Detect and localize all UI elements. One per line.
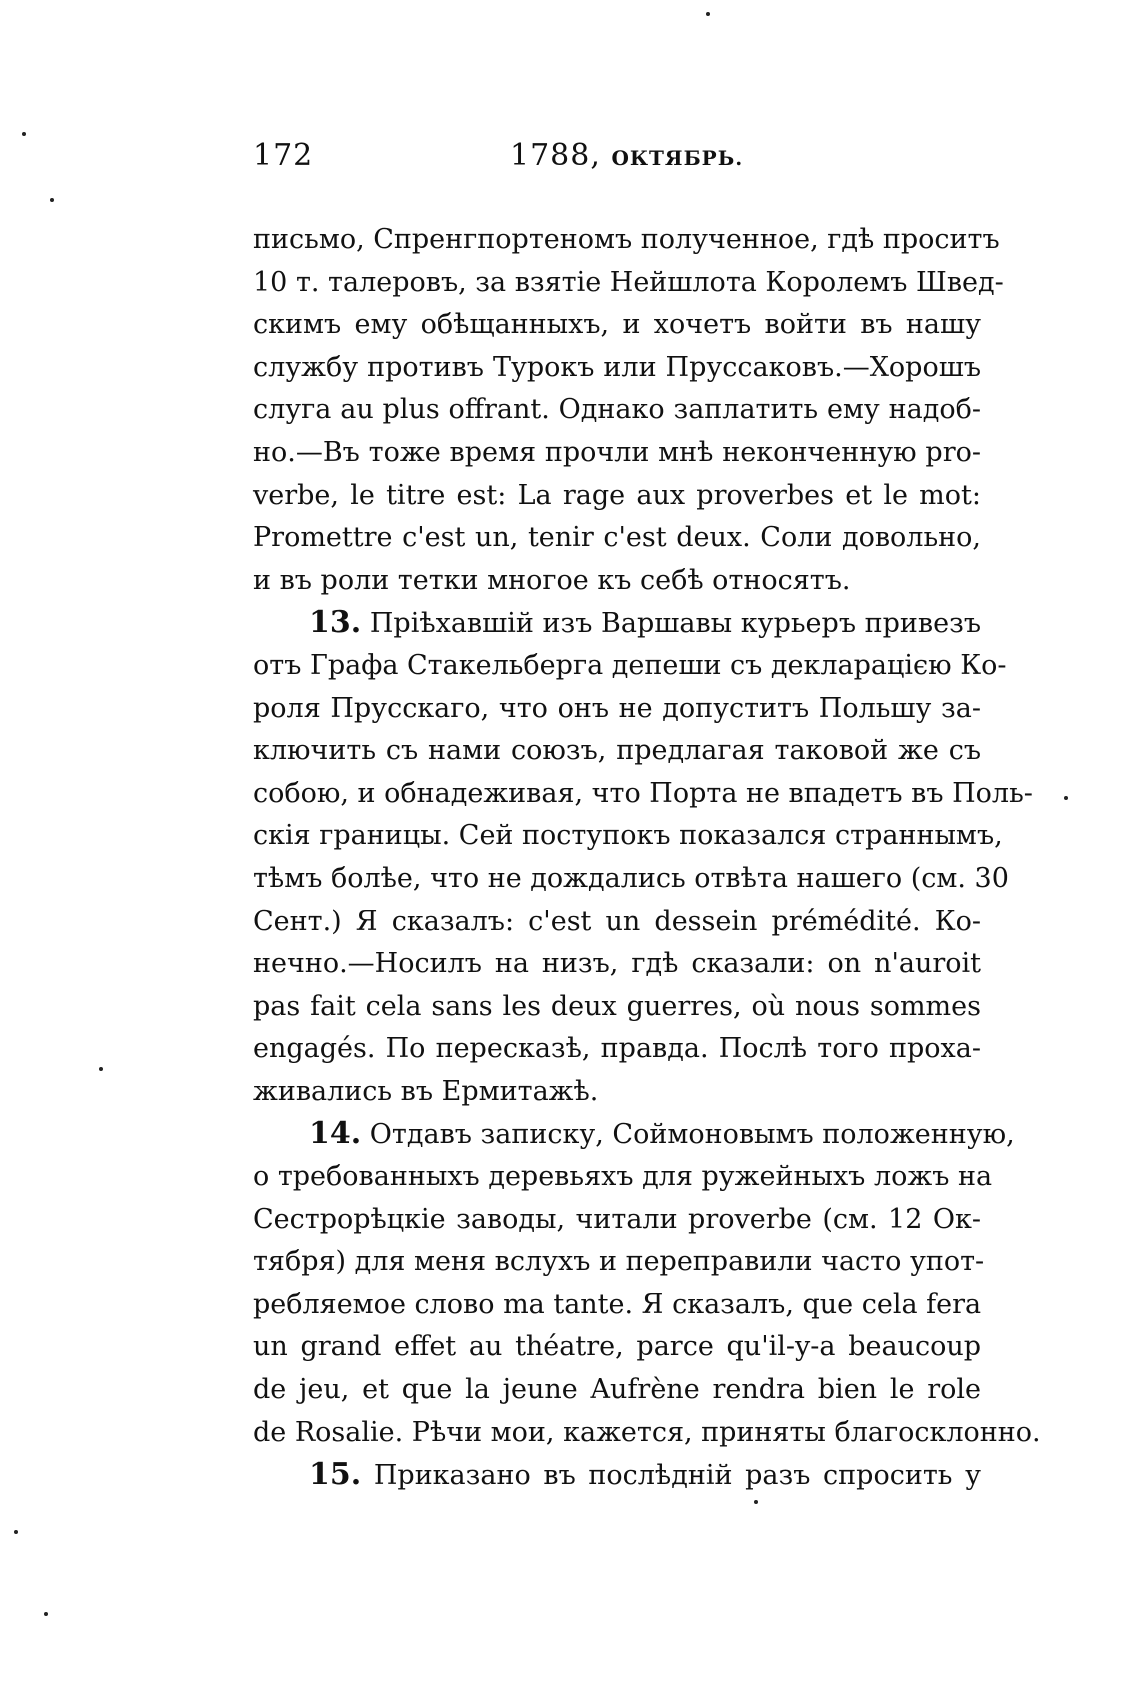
text-line: тября) для меня вслухъ и переправили часто упот- bbox=[253, 1246, 985, 1278]
text-line: verbe, le titre est: La rage aux proverbes et le mot: bbox=[253, 479, 981, 511]
text-line: Сент.) Я сказалъ: c'est un dessein prémédité. Ко- bbox=[253, 905, 981, 937]
text-line: службу противъ Турокъ или Пруссаковъ.—Хорошъ bbox=[253, 351, 981, 383]
entry-day-13: 13. bbox=[309, 605, 362, 641]
text-line: живались въ Ермитажѣ. bbox=[253, 1075, 599, 1107]
text-line: скимъ ему обѣщанныхъ, и хочетъ войти въ нашу bbox=[253, 309, 981, 341]
text-line: и въ роли тетки многое къ себѣ относятъ. bbox=[253, 564, 851, 596]
scan-speck bbox=[44, 1612, 48, 1616]
text-line: de Rosalie. Рѣчи мои, кажется, приняты благосклонно. bbox=[253, 1416, 1041, 1448]
scan-speck bbox=[50, 198, 54, 202]
text-line: слуга au plus offrant. Однако заплатить ему надоб- bbox=[253, 394, 981, 426]
entry-day-14: 14. bbox=[309, 1116, 362, 1152]
text-line: письмо, Спренгпортеномъ полученное, гдѣ проситъ bbox=[253, 224, 1000, 255]
text-line: скія границы. Сей поступокъ показался страннымъ, bbox=[253, 820, 1003, 852]
scan-speck bbox=[22, 132, 26, 136]
header-year: 1788, bbox=[510, 138, 601, 173]
entry-14-first-line bbox=[253, 1113, 1015, 1156]
text-line: Promettre c'est un, tenir c'est deux. Соли довольно, bbox=[253, 522, 981, 554]
entry-15-text: Приказано въ послѣдній разъ спросить у bbox=[373, 1460, 981, 1492]
text-line: нечно.—Носилъ на низъ, гдѣ сказали: on n'auroit bbox=[253, 948, 981, 980]
text-line: но.—Въ тоже время прочли мнѣ неконченную pro- bbox=[253, 436, 981, 468]
text-line: собою, и обнадеживая, что Порта не впадетъ въ Поль- bbox=[253, 777, 1033, 809]
scan-speck bbox=[706, 12, 710, 16]
scan-speck bbox=[754, 1500, 758, 1504]
body-text bbox=[253, 219, 1041, 1497]
scan-speck bbox=[14, 1530, 18, 1534]
entry-13-first-line bbox=[253, 602, 981, 645]
text-line: Сестрорѣцкіе заводы, читали proverbe (см. 12 Ок- bbox=[253, 1203, 981, 1235]
text-line: о требованныхъ деревьяхъ для ружейныхъ ложъ на bbox=[253, 1161, 993, 1193]
text-line: un grand effet au théatre, parce qu'il-y-a beaucoup bbox=[253, 1331, 981, 1363]
text-line: pas fait cela sans les deux guerres, où nous sommes bbox=[253, 990, 981, 1022]
text-line: 10 т. талеровъ, за взятіе Нейшлота Королемъ Швед- bbox=[253, 266, 1004, 298]
text-line: роля Прусскаго, что онъ не допуститъ Польшу за- bbox=[253, 692, 981, 724]
text-line: отъ Графа Стакельберга депеши съ декларацією Ко- bbox=[253, 649, 1007, 681]
entry-13-text: Пріѣхавшій изъ Варшавы курьеръ привезъ bbox=[369, 608, 981, 640]
text-line: тѣмъ болѣе, что не дождались отвѣта нашего (см. 30 bbox=[253, 862, 1009, 894]
entry-15-first-line bbox=[253, 1454, 981, 1497]
header-date bbox=[510, 138, 743, 173]
scan-speck bbox=[99, 1067, 103, 1071]
text-line: ключить съ нами союзъ, предлагая таковой же съ bbox=[253, 735, 981, 767]
text-line: de jeu, et que la jeune Aufrène rendra bien le role bbox=[253, 1374, 981, 1406]
running-head bbox=[253, 138, 983, 184]
text-line: engagés. По пересказѣ, правда. Послѣ того проха- bbox=[253, 1033, 981, 1065]
entry-14-text: Отдавъ записку, Соймоновымъ положенную, bbox=[369, 1119, 1015, 1151]
entry-day-15: 15. bbox=[309, 1457, 362, 1493]
header-month: ОКТЯБРЬ. bbox=[611, 146, 744, 170]
text-line: ребляемое слово ma tante. Я сказалъ, que cela fera bbox=[253, 1288, 982, 1320]
page-number: 172 bbox=[253, 138, 314, 173]
scan-speck bbox=[1064, 796, 1068, 800]
